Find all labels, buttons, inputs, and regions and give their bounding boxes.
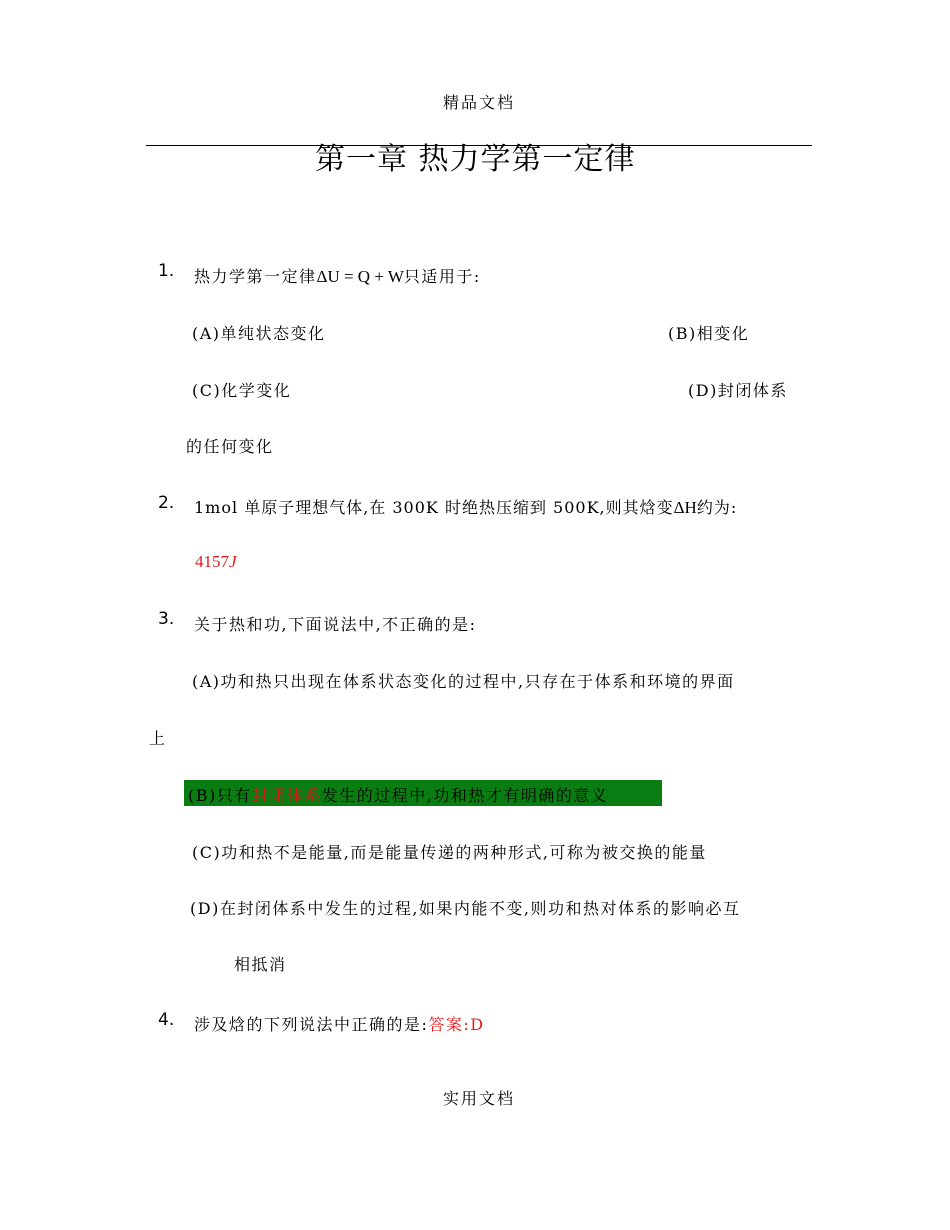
q3-number: 3.	[158, 609, 175, 629]
q1-option-c: (C)化学变化	[192, 381, 292, 400]
q2-number: 2.	[158, 493, 175, 513]
chapter-title: 第一章 热力学第一定律	[315, 142, 636, 177]
q1-option-b: (B)相变化	[668, 324, 750, 343]
q1-number: 1.	[158, 261, 175, 281]
q3-option-a: (A)功和热只出现在体系状态变化的过程中,只存在于体系和环境的界面	[192, 672, 735, 691]
q1-text-before: 热力学第一定律	[194, 267, 317, 286]
q3-option-d: (D)在封闭体系中发生的过程,如果内能不变,则功和热对体系的影响必互	[190, 899, 741, 918]
q3-text: 关于热和功,下面说法中,不正确的是:	[194, 615, 477, 634]
q2-answer	[195, 552, 237, 572]
q3-option-b	[188, 783, 608, 806]
q3-option-b-emphasis: 封闭体系	[251, 786, 322, 805]
q4-number: 4.	[158, 1010, 175, 1030]
q2-text	[194, 495, 737, 518]
q1-text	[194, 264, 481, 287]
q2-text-before: 1mol 单原子理想气体,在 300K 时绝热压缩到 500K,则其焓变	[194, 498, 674, 517]
q1-option-d: (D)封闭体系	[688, 381, 788, 400]
q3-option-b-prefix: (B)只有	[188, 786, 252, 805]
q1-text-after: 只适用于:	[403, 267, 481, 286]
q1-option-d-continued: 的任何变化	[186, 437, 274, 456]
q3-option-d-continued: 相抵消	[234, 955, 287, 974]
q1-formula: ΔU = Q + W	[316, 267, 404, 286]
q2-formula: ΔH	[673, 498, 697, 517]
q4-text	[194, 1012, 485, 1035]
q2-answer-unit: J	[229, 552, 237, 571]
q4-question: 涉及焓的下列说法中正确的是:	[194, 1015, 429, 1034]
q4-answer: 答案:D	[428, 1015, 485, 1034]
q3-option-a-continued: 上	[149, 729, 167, 748]
q2-answer-value: 4157	[195, 552, 229, 571]
q3-option-c: (C)功和热不是能量,而是能量传递的两种形式,可称为被交换的能量	[192, 843, 707, 862]
q3-option-b-suffix: 发生的过程中,功和热才有明确的意义	[321, 786, 609, 805]
q1-option-a: (A)单纯状态变化	[192, 324, 326, 343]
page-header: 精品文档	[443, 93, 516, 112]
page-footer: 实用文档	[443, 1089, 516, 1108]
q2-text-after: 约为:	[696, 498, 738, 517]
